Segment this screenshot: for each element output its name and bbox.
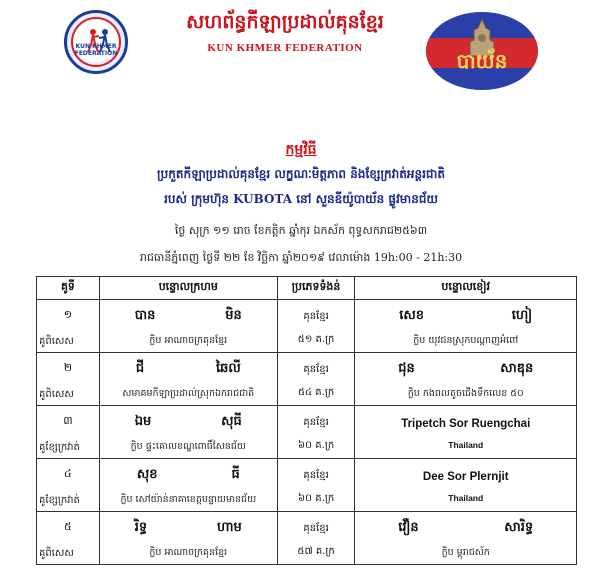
weight-cell bbox=[277, 512, 355, 565]
red-last-name: ធី bbox=[231, 467, 240, 482]
program-title: កម្មវិធី bbox=[285, 142, 317, 158]
blue-corner-cell bbox=[355, 300, 577, 353]
weight-value: ៥៤ គ.ក្រ bbox=[297, 387, 335, 398]
red-fighter-name bbox=[100, 516, 277, 538]
bout-number: ២ bbox=[63, 360, 73, 374]
fight-table bbox=[36, 276, 577, 565]
table-row bbox=[37, 406, 577, 459]
red-corner-cell bbox=[99, 459, 277, 512]
header-weight: ប្រភេទទំងន់ bbox=[277, 277, 355, 300]
red-corner-cell bbox=[99, 300, 277, 353]
red-club: ក្លិប អាណាចក្រគុនខ្មែរ bbox=[149, 335, 228, 346]
weight-value: ៦០ គ.ក្រ bbox=[297, 493, 335, 504]
blue-country: Thailand bbox=[448, 439, 484, 450]
blue-first-name: សេខ bbox=[399, 308, 425, 323]
red-first-name: ឯម bbox=[134, 414, 152, 429]
bout-number: ១ bbox=[63, 307, 73, 321]
blue-corner-cell bbox=[355, 406, 577, 459]
red-club: ក្លិប សៅយ៉ាន់នាគាខេត្តបន្ទាយមានជ័យ bbox=[120, 494, 257, 505]
blue-last-name: ហៀ bbox=[511, 308, 533, 323]
weight-value: ៥១ គ.ក្រ bbox=[297, 334, 335, 345]
program-subtitle-1: ប្រកួតកីឡាប្រដាល់គុនខ្មែរ លក្ខណៈមិត្តភាព និងខ្សែក្រវាត់អន្តរជាតិ bbox=[157, 167, 445, 181]
red-fighter-name bbox=[100, 304, 277, 326]
red-first-name: បាន bbox=[134, 308, 156, 323]
bout-category: គូពិសេស bbox=[39, 388, 74, 400]
table-header-row bbox=[37, 277, 577, 300]
logo-text: KUN KHMER FEDERATION bbox=[74, 43, 118, 57]
blue-fighter-name: Tripetch Sor Ruengchai bbox=[401, 417, 531, 430]
bout-number: ៥ bbox=[64, 519, 72, 533]
blue-fighter-name: Dee Sor Plernjit bbox=[422, 470, 509, 483]
blue-fighter-name bbox=[355, 304, 576, 326]
header-red-corner: បន្ទោលក្រហម bbox=[99, 277, 277, 300]
bout-category: គូពិសេស bbox=[39, 335, 74, 347]
lunar-date: ថ្ងៃ សុក្រ ១១ រោច ខែកត្តិក ឆ្នាំកុរ ឯកស័ក ពុទ្ធសករាជ២៥៦៣ bbox=[174, 224, 428, 237]
weight-type: គុនខ្មែរ bbox=[303, 417, 329, 428]
table-row bbox=[37, 300, 577, 353]
red-fighter-name bbox=[100, 463, 277, 485]
blue-first-name: វឿន bbox=[398, 520, 419, 535]
red-corner-cell bbox=[99, 512, 277, 565]
weight-type: គុនខ្មែរ bbox=[303, 470, 329, 481]
weight-cell bbox=[277, 406, 355, 459]
table-row bbox=[37, 512, 577, 565]
event-datetime: រាជធានីភ្នំពេញ ថ្ងៃទី ២២ ខែ វិច្ឆិកា ឆ្នាំ២០១៩ វេលាម៉ោង 19h:00 - 21h:30 bbox=[139, 251, 463, 264]
org-name-khmer: សហព័ន្ធកីឡាប្រដាល់គុនខ្មែរ bbox=[186, 11, 384, 33]
blue-corner-cell bbox=[355, 459, 577, 512]
bout-category: គូខ្សែក្រវាត់ bbox=[39, 441, 80, 453]
red-club: ក្លិប អាណាចក្រគុនខ្មែរ bbox=[149, 547, 228, 558]
weight-type: គុនខ្មែរ bbox=[303, 364, 329, 375]
blue-fighter-name bbox=[355, 357, 576, 379]
red-fighter-name bbox=[100, 410, 277, 432]
red-corner-cell bbox=[99, 353, 277, 406]
blue-first-name: ជុន bbox=[398, 361, 415, 376]
org-name-english: KUN KHMER FEDERATION bbox=[207, 42, 363, 54]
header-bout: គូទី bbox=[37, 277, 100, 300]
red-first-name: ជី bbox=[135, 361, 145, 376]
blue-last-name: សារិទ្ធ bbox=[504, 520, 534, 535]
red-club: សមាគមកីឡាប្រដាល់ស្រុកឯករាជជាតិ bbox=[122, 388, 255, 399]
red-last-name: ហាម bbox=[217, 520, 242, 535]
weight-cell bbox=[277, 459, 355, 512]
bout-cell bbox=[37, 512, 100, 565]
blue-club: ក្លិប ម្តុរាជស័ក bbox=[441, 547, 490, 558]
red-corner-cell bbox=[99, 406, 277, 459]
blue-corner-cell bbox=[355, 353, 577, 406]
header-blue-corner: បន្ទោលខៀវ bbox=[355, 277, 577, 300]
weight-cell bbox=[277, 300, 355, 353]
red-club: ក្លិប ផ្ទះគោលខណ្ឌពោធិ៍សែនជ័យ bbox=[130, 441, 246, 452]
red-last-name: ឆៃលី bbox=[215, 361, 241, 376]
red-last-name: មិន bbox=[225, 308, 242, 323]
red-first-name: សុខ bbox=[136, 467, 158, 482]
blue-fighter-name bbox=[355, 516, 576, 538]
weight-type: គុនខ្មែរ bbox=[303, 523, 329, 534]
bout-category: គូខ្សែក្រវាត់ bbox=[39, 494, 80, 506]
bout-cell bbox=[37, 459, 100, 512]
bout-category: គូពិសេស bbox=[39, 547, 74, 559]
bout-number: ៤ bbox=[64, 466, 72, 480]
blue-last-name: សាឌុន bbox=[500, 361, 534, 376]
bout-cell bbox=[37, 353, 100, 406]
blue-club: ក្លិប កងពលតូចជើងទឹកលេខ ៥០ bbox=[407, 388, 524, 399]
weight-type: គុនខ្មែរ bbox=[303, 311, 329, 322]
logo-word: បាយ័ន bbox=[456, 49, 508, 73]
bout-number: ៣ bbox=[63, 413, 73, 427]
blue-corner-cell bbox=[355, 512, 577, 565]
broadcaster-logo bbox=[426, 12, 538, 90]
red-last-name: សុធី bbox=[221, 414, 242, 429]
red-first-name: រិទ្ធ bbox=[134, 520, 148, 535]
table-row bbox=[37, 353, 577, 406]
red-fighter-name bbox=[100, 357, 277, 379]
program-subtitle-2: របស់ ក្រុមហ៊ុន KUBOTA នៅ សួនឧីយ៉ូបាយ័ន ផ្លូវមានជ័យ bbox=[164, 192, 438, 206]
federation-logo bbox=[64, 10, 128, 74]
table-row bbox=[37, 459, 577, 512]
blue-country: Thailand bbox=[448, 492, 484, 503]
bout-cell bbox=[37, 300, 100, 353]
weight-cell bbox=[277, 353, 355, 406]
bout-cell bbox=[37, 406, 100, 459]
weight-value: ៥៧ គ.ក្រ bbox=[297, 546, 335, 557]
blue-club: ក្លិប យុវជនស្រុកបណ្តាញអំពៅ bbox=[413, 335, 519, 346]
weight-value: ៦០ គ.ក្រ bbox=[297, 440, 335, 451]
